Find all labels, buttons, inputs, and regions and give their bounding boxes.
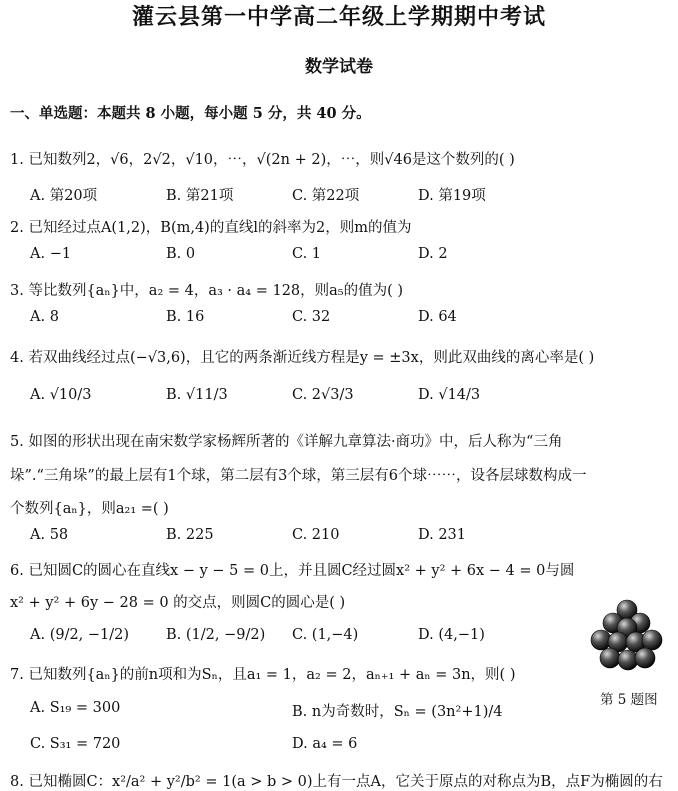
question-5-line-2: 垛”.“三角垛”的最上层有1个球，第二层有3个球，第三层有6个球⋯⋯，设各层球数构成一 <box>10 468 587 484</box>
q3-option-d: D. 64 <box>418 309 457 325</box>
question-7: 7. 已知数列{aₙ}的前n项和为Sₙ，且a₁ = 1，a₂ = 2，aₙ₊₁ + aₙ = 3n，则( ) <box>10 667 516 683</box>
question-1: 1. 已知数列2，√6，2√2，√10，⋯，√(2n + 2)，⋯，则√46是这个数列的( ) <box>10 152 515 168</box>
q7-option-b: B. n为奇数时，Sₙ = (3n²+1)/4 <box>292 704 503 720</box>
q1-option-c: C. 第22项 <box>292 188 360 204</box>
question-5-line-3: 个数列{aₙ}，则a₂₁ =( ) <box>10 501 169 517</box>
q5-option-d: D. 231 <box>418 527 467 543</box>
q4-option-b: B. √11/3 <box>166 387 228 403</box>
section-heading: 一、单选题：本题共 8 小题，每小题 5 分，共 40 分。 <box>10 105 371 122</box>
q7-option-c: C. S₃₁ = 720 <box>30 736 121 752</box>
q2-option-d: D. 2 <box>418 246 448 262</box>
q2-option-b: B. 0 <box>166 246 196 262</box>
q5-option-a: A. 58 <box>30 527 69 543</box>
question-5-line-1: 5. 如图的形状出现在南宋数学家杨辉所著的《详解九章算法·商功》中，后人称为“三角 <box>10 434 563 450</box>
stacked-balls-icon <box>588 598 666 678</box>
q1-option-a: A. 第20项 <box>30 188 98 204</box>
q1-option-d: D. 第19项 <box>418 188 486 204</box>
question-4: 4. 若双曲线经过点(−√3,6)，且它的两条渐近线方程是y = ±3x，则此双曲线的离心率是( ) <box>10 350 595 366</box>
q7-option-a: A. S₁₉ = 300 <box>30 700 121 716</box>
q4-option-c: C. 2√3/3 <box>292 387 354 403</box>
q5-option-c: C. 210 <box>292 527 340 543</box>
question-2: 2. 已知经过点A(1,2)，B(m,4)的直线l的斜率为2，则m的值为 <box>10 220 412 236</box>
page-title: 灌云县第一中学高二年级上学期期中考试 <box>131 4 546 30</box>
q2-option-a: A. −1 <box>30 246 72 262</box>
q3-option-b: B. 16 <box>166 309 205 325</box>
q4-option-a: A. √10/3 <box>30 387 92 403</box>
q3-option-c: C. 32 <box>292 309 331 325</box>
q3-option-a: A. 8 <box>30 309 59 325</box>
q2-option-c: C. 1 <box>292 246 322 262</box>
q6-option-d: D. (4,−1) <box>418 627 485 643</box>
question-6-line-1: 6. 已知圆C的圆心在直线x − y − 5 = 0上，并且圆C经过圆x² + y² + 6x − 4 = 0与圆 <box>10 563 575 579</box>
q6-option-a: A. (9/2, −1/2) <box>30 627 130 643</box>
question-8: 8. 已知椭圆C：x²/a² + y²/b² = 1(a > b > 0)上有一点A，它关于原点的对称点为B，点F为椭圆的右 <box>10 774 663 790</box>
question-3: 3. 等比数列{aₙ}中，a₂ = 4，a₃ · a₄ = 128，则a₅的值为( ) <box>10 283 404 299</box>
q4-option-d: D. √14/3 <box>418 387 481 403</box>
question-6-line-2: x² + y² + 6y − 28 = 0 的交点，则圆C的圆心是( ) <box>10 595 346 611</box>
page-subtitle: 数学试卷 <box>305 57 373 77</box>
q1-option-b: B. 第21项 <box>166 188 234 204</box>
q6-option-c: C. (1,−4) <box>292 627 359 643</box>
figure-caption: 第 5 题图 <box>600 692 658 708</box>
q6-option-b: B. (1/2, −9/2) <box>166 627 266 643</box>
q7-option-d: D. a₄ = 6 <box>292 736 358 752</box>
q5-option-b: B. 225 <box>166 527 214 543</box>
